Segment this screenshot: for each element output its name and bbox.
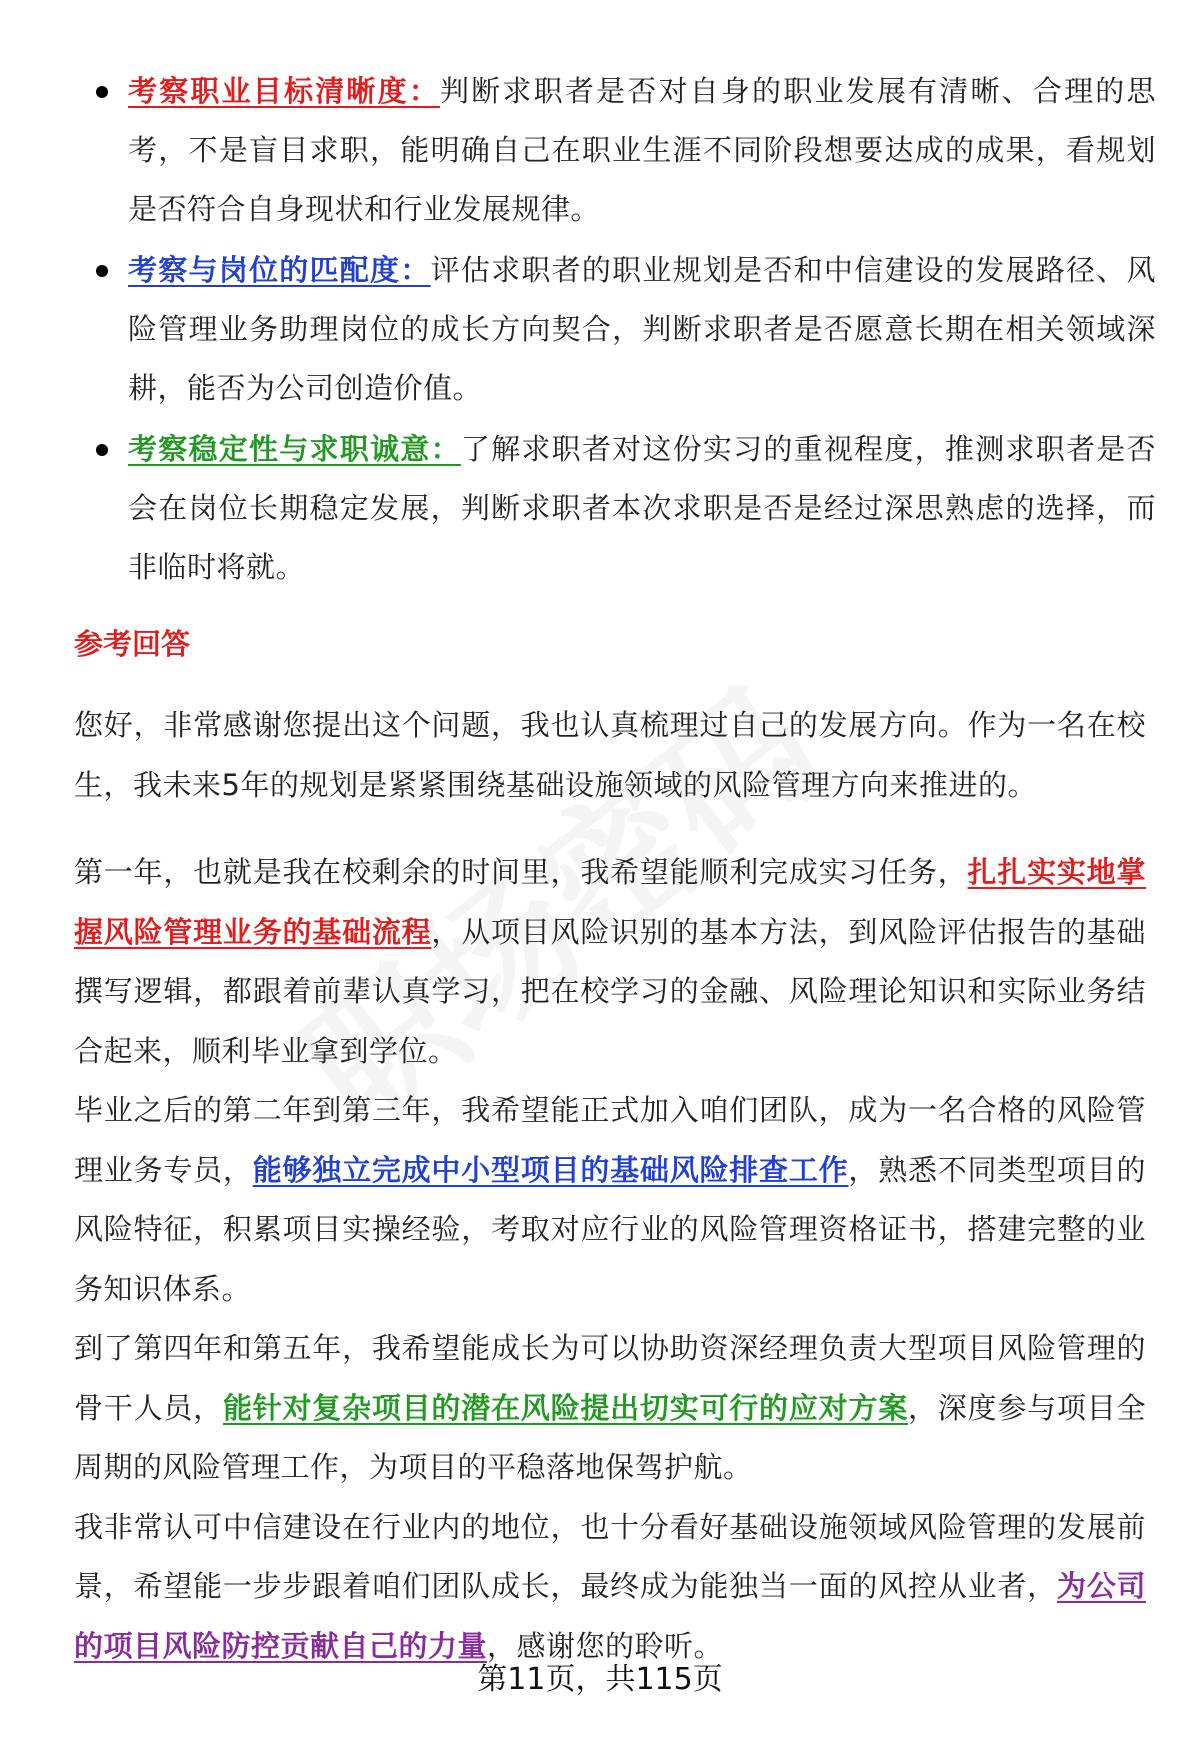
criterion-label: 考察稳定性与求职诚意：	[128, 432, 461, 466]
answer-intro: 您好，非常感谢您提出这个问题，我也认真梳理过自己的发展方向。作为一名在校生，我未来5年的规划是紧紧围绕基础设施领域的风险管理方向来推进的。	[74, 708, 1146, 802]
highlight-text: 能够独立完成中小型项目的基础风险排查工作	[252, 1152, 849, 1187]
paragraph-text: 我非常认可中信建设在行业内的地位，也十分看好基础设施领域风险管理的发展前景，希望能一步步跟着咱们团队成长，最终成为能独当一面的风控从业者，	[74, 1509, 1146, 1603]
criterion-label: 考察职业目标清晰度：	[128, 74, 441, 108]
criteria-list	[96, 62, 1156, 599]
answer-paragraph-year2-3	[74, 1081, 1146, 1319]
bullet-dot-icon	[96, 86, 108, 98]
criterion-label: 考察与岗位的匹配度：	[128, 253, 431, 287]
answer-body	[74, 696, 1146, 1676]
page-number: 第11页，共115页	[477, 1662, 723, 1697]
paragraph-text: 第一年，也就是我在校剩余的时间里，我希望能顺利完成实习任务，	[74, 855, 968, 889]
list-item	[96, 62, 1156, 239]
section-heading: 参考回答	[74, 627, 191, 661]
paragraph-text: 毕业之后的第二年到第三年，我希望能正式加入咱们团队，成为一名合格的风险管理业务专员，	[74, 1093, 1146, 1187]
criterion-text: 了解求职者对这份实习的重视程度，推测求职者是否会在岗位长期稳定发展，判断求职者本次求职是否是经过深思熟虑的选择，而非临时将就。	[128, 432, 1156, 584]
answer-paragraph-closing	[74, 1498, 1146, 1677]
criterion-text: 评估求职者的职业规划是否和中信建设的发展路径、风险管理业务助理岗位的成长方向契合，判断求职者是否愿意长期在相关领域深耕，能否为公司创造价值。	[128, 253, 1156, 405]
bullet-dot-icon	[96, 444, 108, 456]
paragraph-text: 到了第四年和第五年，我希望能成长为可以协助资深经理负责大型项目风险管理的骨干人员，	[74, 1331, 1146, 1425]
paragraph-text: ，深度参与项目全周期的风险管理工作，为项目的平稳落地保驾护航。	[74, 1390, 1146, 1484]
answer-paragraph-year1	[74, 843, 1146, 1081]
paragraph-text: ，从项目风险识别的基本方法，到风险评估报告的基础撰写逻辑，都跟着前辈认真学习，把在校学习的金融、风险理论知识和实际业务结合起来，顺利毕业拿到学位。	[74, 914, 1146, 1068]
list-item	[96, 420, 1156, 597]
answer-paragraph-year4-5	[74, 1319, 1146, 1498]
criterion-text: 判断求职者是否对自身的职业发展有清晰、合理的思考，不是盲目求职，能明确自己在职业生涯不同阶段想要达成的成果，看规划是否符合自身现状和行业发展规律。	[128, 74, 1156, 226]
highlight-text: 为公司的项目风险防控贡献自己的力量	[74, 1569, 1146, 1663]
bullet-dot-icon	[96, 265, 108, 277]
list-item	[96, 241, 1156, 418]
paragraph-text: ，熟悉不同类型项目的风险特征，积累项目实操经验，考取对应行业的风险管理资格证书，搭建完整的业务知识体系。	[74, 1152, 1146, 1306]
highlight-text: 扎扎实实地掌握风险管理业务的基础流程	[74, 855, 1146, 949]
highlight-text: 能针对复杂项目的潜在风险提出切实可行的应对方案	[222, 1390, 908, 1425]
paragraph-text: ，感谢您的聆听。	[487, 1628, 724, 1663]
